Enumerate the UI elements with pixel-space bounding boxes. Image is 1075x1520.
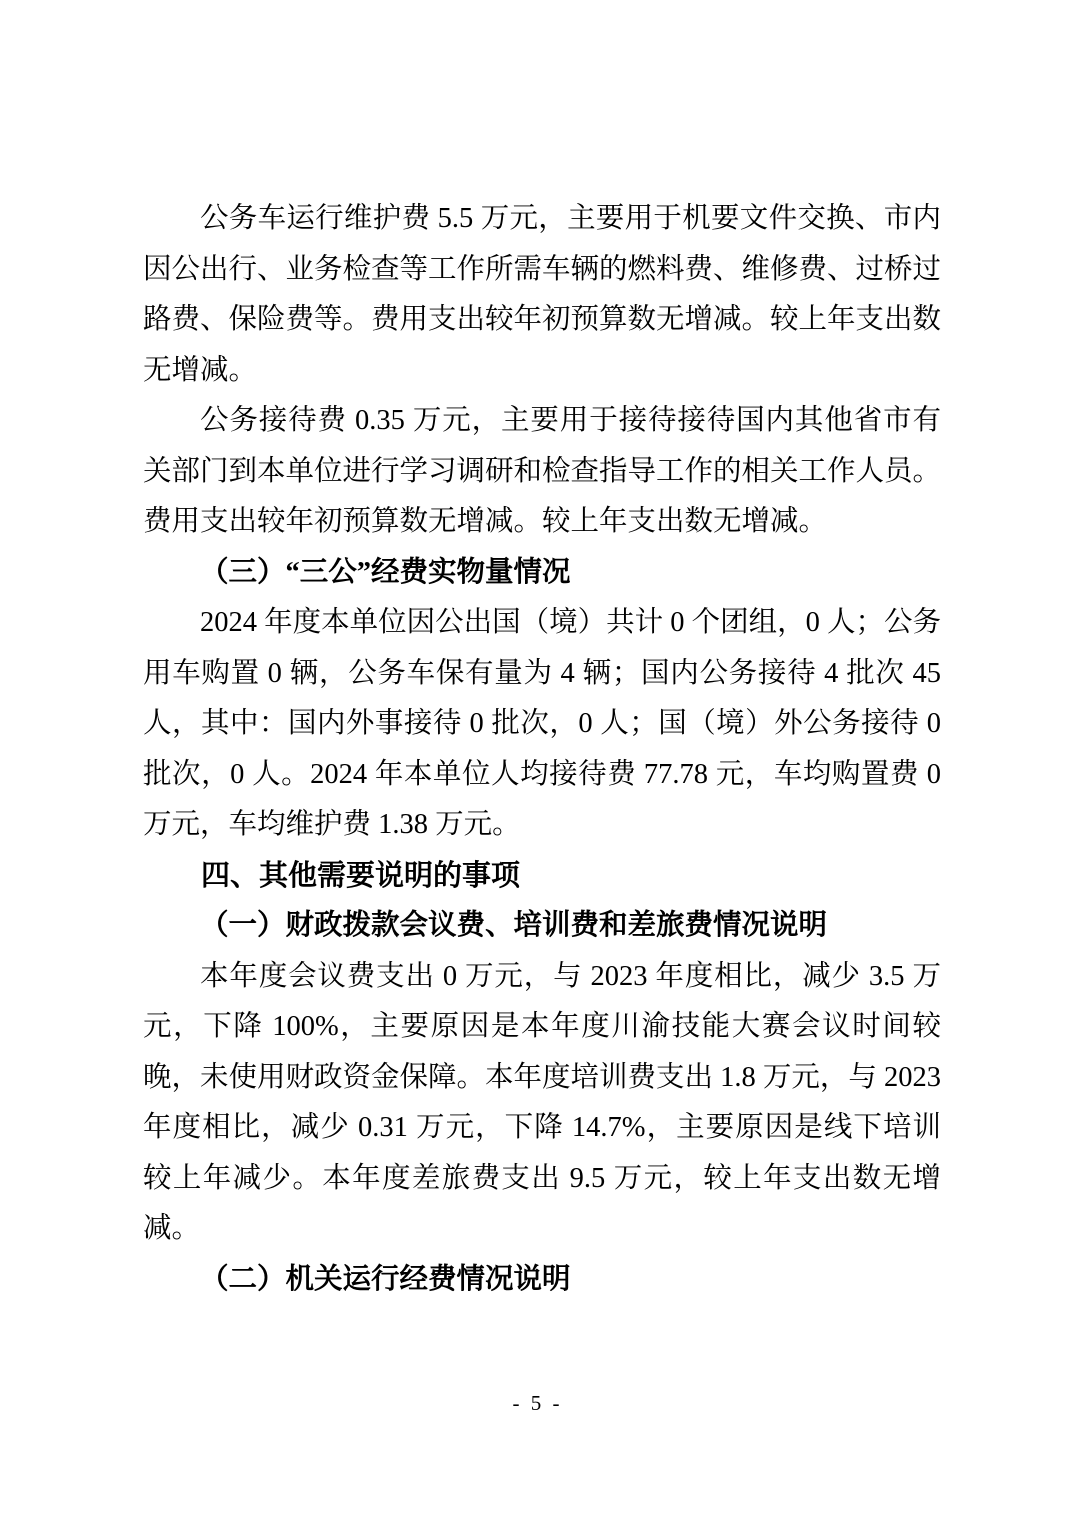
- heading-section-four-other-matters: 四、其他需要说明的事项: [201, 859, 521, 892]
- heading-three-public-expenses-physical-quantity: （三）“三公”经费实物量情况: [200, 556, 571, 588]
- paragraph-meeting-training-travel-fee-details: 本年度会议费支出 0 万元，与 2023 年度相比，减少 3.5 万元，下降 100%，主要原因是本年度川渝技能大赛会议时间较晚，未使用财政资金保障。本年度培训费支出 1.8 万元，与 2023 年度相比，减少 0.31 万元，下降 14.7%，主要原因是线下培训较上年减少。本年度差旅费支出 9.5 万元，较上年支出数无增减。: [143, 960, 942, 1244]
- paragraph-official-vehicle-maintenance-fee: 公务车运行维护费 5.5 万元，主要用于机要文件交换、市内因公出行、业务检查等工作所需车辆的燃料费、维修费、过桥过路费、保险费等。费用支出较年初预算数无增减。较上年支出数无增减。: [143, 203, 942, 386]
- paragraph-physical-quantity-details: 2024 年度本单位因公出国（境）共计 0 个团组，0 人；公务用车购置 0 辆，公务车保有量为 4 辆；国内公务接待 4 批次 45 人，其中：国内外事接待 0 批次，0 人；国（境）外公务接待 0 批次，0 人。2024 年本单位人均接待费 77.78 元，车均购置费 0 万元，车均维护费 1.38 万元。: [143, 607, 942, 840]
- page-number: - 5 -: [512, 1391, 563, 1415]
- heading-agency-operating-expenses-explanation: （二）机关运行经费情况说明: [200, 1263, 571, 1295]
- paragraph-official-reception-fee: 公务接待费 0.35 万元，主要用于接待接待国内其他省市有关部门到本单位进行学习调研和检查指导工作的相关工作人员。费用支出较年初预算数无增减。较上年支出数无增减。: [143, 405, 942, 537]
- document-body: [143, 194, 941, 1305]
- heading-meeting-training-travel-fee-explanation: （一）财政拨款会议费、培训费和差旅费情况说明: [200, 910, 828, 941]
